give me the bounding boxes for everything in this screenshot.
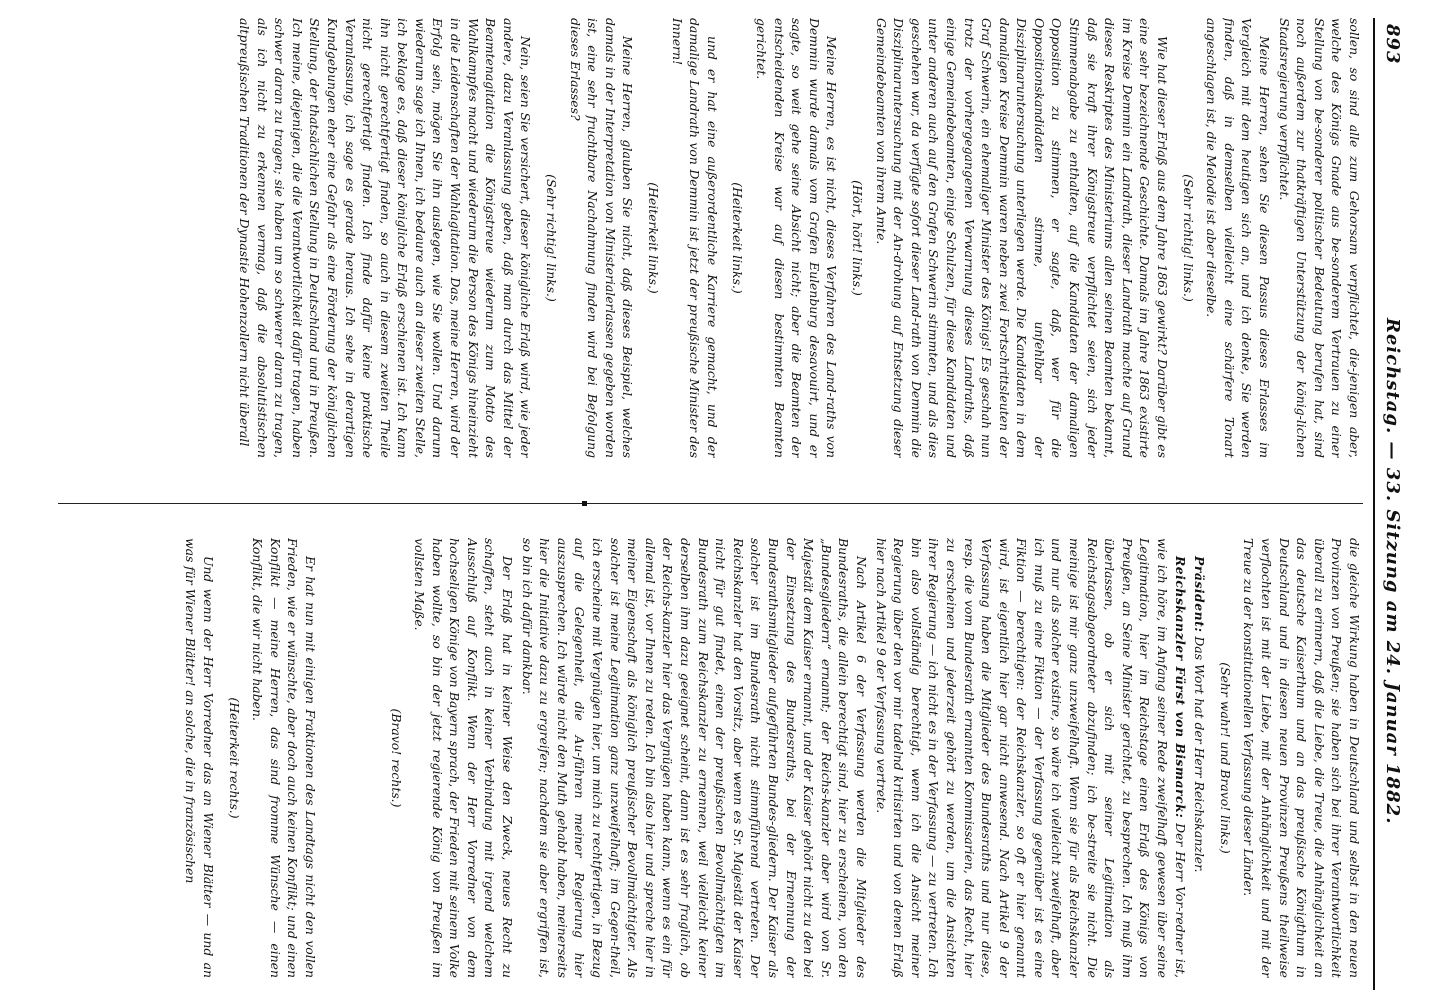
stage-direction: (Sehr wahr! und Bravo! links.) xyxy=(1217,662,1233,854)
body-paragraph: Meine Herren, sehen Sie diesen Passus dieses Erlasses im Vergleich mit dem heutigen sich an, und ich denke, Sie werden finden, daß in demselben vielleicht eine schärfere Tonart angeschlagen ist, die Melodie ist aber dieselbe. xyxy=(1204,18,1273,458)
left-text-column xyxy=(58,18,1363,458)
column-divider-mark xyxy=(582,501,587,506)
page-header xyxy=(1373,18,1407,990)
body-paragraph: und er hat eine außerordentliche Karriere gemacht, und der damalige Landrath von Demmin ist jetzt der preußische Minister des Innern! xyxy=(669,18,720,458)
speech-text: Das Wort hat der Herr Reichskanzler. xyxy=(1192,636,1208,873)
stage-direction: (Bravo! rechts.) xyxy=(388,708,404,808)
body-paragraph: Meine Herren, es ist nicht, dieses Verfahren des Land-raths von Demmin wurde damals vom Grafen Eulenburg desavouirt, und er sagte, so weit gehe seine Absicht nicht; aber die Beamten der entscheidenden Kreise war auf diesen bestimmten Beamten gerichtet. xyxy=(754,18,840,458)
running-title: Reichstag. — 33. Sitzung am 24. Januar 1882. xyxy=(1382,318,1403,825)
stage-direction: (Heiterkeit links.) xyxy=(646,182,662,294)
stage-direction: (Heiterkeit rechts.) xyxy=(226,697,242,819)
right-text-column xyxy=(58,538,1363,978)
body-paragraph: sollen, so sind alle zum Gehorsam verpflichtet, die-jenigen aber, welche des Königs Gnade aus be-sonderem Vertrauen zu einer Stellung von be-sonderer politischer Bedeutung berufen hat, sind noch außerdem zur thatkräftigen Unterstützung der könig-lichen Staatsregierung verpflichtet. xyxy=(1276,18,1362,458)
speech-paragraph xyxy=(872,538,1189,978)
stage-direction: (Heiterkeit links.) xyxy=(730,182,746,294)
column-spacer xyxy=(319,538,379,978)
stage-direction: (Sehr richtig! links.) xyxy=(544,174,560,302)
speech-text: Der Herr Vor-redner ist, wie ich höre, im Anfang seiner Rede zweifelhaft gewesen über seine Legitimation, hier im Reichstage einen Erlaß des Königs von Preußen, an Seine Minister gerichtet, zu besprechen. Ich muß ihm überlassen, ob er sich mit seiner Legitimation als Reichstagsabgeordneter abzufinden; ich be-streite sie nicht. Die meinige ist mir ganz unzweifelhaft. Wenn sie für als Reichskanzler und nur als solcher existire, so wäre ich vielleicht zweifelhaft, aber ich muß zu eine Fiktion — der Verfassung gegenüber ist es eine Fiktion — berechtigen: der Reichskanzler, so oft er hier genannt wird, ist eigentlich hier gar nicht anwesend. Nach Artikel 9 der Verfassung haben die Mitglieder des Bundesraths und nur diese, resp. die vom Bundesrath ernannten Kommissarien, das Recht, hier zu erscheinen und jederzeit gehört zu werden, um die Ansichten ihrer Regierung — ich nicht es in der Verfassung — zu vertreten. Ich bin also vollständig berechtigt, wenn ich die Ansicht meiner Regierung über den vor mir tadelnd kritisirten und von denen Erlaß hier nach Artikel 9 der Verfassung vertrete. xyxy=(873,538,1188,978)
body-paragraph: Er hat nun mit einigen Fraktionen des Landtags nicht den vollen Frieden, wie er wünschte, aber doch auch keinen Konflikt; und einen Konflikt — meine Herren, das sind fromme Wünsche — einen Konflikt, die wir nicht haben. xyxy=(250,538,318,978)
stage-direction: (Hört, hört! links.) xyxy=(849,180,865,296)
body-paragraph: Nein, seien Sie versichert, dieser königliche Erlaß wird, wie jeder andere, dazu Veranlassung geben, daß man durch das Mittel der Beamtenagitation die Königstreue wiederum zum Motto des Wahlkampfes macht und wiederum die Person des Königs hineinzieht in die Leidenschaften der Wahlagitation. Das, meine Herren, wird der Erfolg sein, mögen Sie ihn auslegen, wie Sie wollen. Und darum wiederum sage ich Ihnen, ich bedaure auch an dieser zweiten Stelle, ich beklage es, daß dieser königliche Erlaß erschienen ist. Ich kann ihn nicht gerechtfertigt finden, so auch in diesem zweiten Theile nicht gerechtfertigt finden. Ich finde dafür keine praktische Veranlassung, ich sage es gerade heraus. Ich sehe in derartigen Kundgebungen eher eine Gefahr als eine Förderung der königlichen Stellung, der thatsächlichen Stellung in Deutschland und in Preußen. Ich meine, diejenigen, die die Verantwortlichkeit dafür tragen, haben schwer daran zu tragen; sie haben um so schwerer daran zu tragen, als ich nicht zu erkennen vermag, daß die absolutistischen altpreußischen Traditionen der Dynastie Hohenzollern nicht überall xyxy=(236,18,534,458)
header-rule xyxy=(1373,18,1375,990)
speech-paragraph xyxy=(1191,538,1209,978)
body-paragraph: Nach Artikel 6 der Verfassung werden die Mitglieder des Bundesraths, die allein berechtigt sind, hier zu erscheinen, von den „Bundesgliedern“ ernannt; der Reichs-kanzler aber wird von Sr. Majestät dem Kaiser ernannt, und der Kaiser gehört nicht zu den bei der Einsetzung des Bundesraths, bei der Ernennung der Bundesrathsmitglieder aufgeführten Bundes-gliedern. Der Kaiser als solcher ist im Bundesrath nicht stimmführend vertreten. Der Reichskanzler hat den Vorsitz, aber wenn es Sr. Majestät der Kaiser nicht für gut findet, einen der preußischen Bevollmächtigten im Bundesrath zum Reichskanzler zu ernennen, weil vielleicht keiner derselben ihm dazu geeignet scheint, dann ist es sehr fraglich, ob der Reichs-kanzler hier das Vergnügen haben kann, wenn es ein für allemal ist, vor Ihnen zu reden. Ich bin also hier und spreche hier in meiner Eigenschaft als königlich preußischer Bevollmächtigter. Als solcher ist meine Legitimation ganz unzweifelhaft; im Gegen-theil, ich erscheine mit Vergnügen hier, um mich zu rechtfertigen, in Bezug auf die Gelegenheit, die Au-führen meiner Regierung hier auszusprechen. Ich würde nicht den Muth gehabt haben, meinerseits hier die Initiative dazu zu ergreifen; nachdem sie aber ergriffen ist, so bin ich dafür dankbar. xyxy=(519,538,869,978)
digitization-credit xyxy=(1412,410,1430,990)
rotated-page-content xyxy=(32,18,1407,990)
body-paragraph: Wie hat dieser Erlaß aus dem Jahre 1863 gewirkt? Darüber gibt es eine sehr bezeichnende Geschichte. Damals im Jahre 1863 existirte im Kreise Demmin ein Landrath, dieser Landrath machte auf Grund dieses Reskriptes des Ministeriums allen seinen Beamten bekannt, daß sie kraft ihrer Königstreue verpflichtet seien, sich jeder Stimmenabgabe zu enthalten, auf die Kandidaten der damaligen Opposition zu stimmen, er sagte, daß, wer für die Oppositionskandidaten stimme, unfehlbar der Disziplinaruntersuchung unterliegen werde. Die Kandidaten in dem damaligen Kreise Demmin waren neben zwei Fortschrittsleuten der Graf Schwerin, ein ehemaliger Minister des Königs! Es geschah nun trotz der vorhergegangenen Verwarnung dieses Landraths, daß einige Gemeindebeamten, einige Schulzen, für diese Kandidaten und unter anderen auch auf den Grafen Schwerin stimmten, und als dies geschehen war, da verfügte sofort dieser Land-rath von Demmin die Disziplinaruntersuchung mit der An-drohung auf Entsetzung dieser Gemeindebeamten von ihrem Amte. xyxy=(873,18,1171,458)
column-divider xyxy=(58,503,1363,504)
speaker-name: Reichskanzler Fürst von Bismarck: xyxy=(1172,556,1188,819)
body-paragraph: Meine Herren, glauben Sie nicht, daß dieses Beispiel, welches damals in der Interpretation von Ministerialerlassen gegeben worden ist, eine sehr fruchtbare Nachahmung finden wird bei Befolgung dieses Erlasses? xyxy=(567,18,636,458)
body-paragraph: Der Erlaß hat in keiner Weise den Zweck, neues Recht zu schaffen, steht auch in keiner Verbindung mit irgend welchem Ausschluß auf Konflikt. Wenn der Herr Vorredner von dem hochseligen Könige von Bayern sprach, der Frieden mit seinem Volke haben wollte, so bin der jetzt regierende König von Preußen im vollsten Maße. xyxy=(412,538,516,978)
body-paragraph: die gleiche Wirkung haben in Deutschland und selbst in den neuen Provinzen von Preußen; sie haben sich bei ihrer Verantwortlichkeit überall zu erinnern, daß die Liebe, die Treue, die Anhänglichkeit an das deutsche Kaiserthum und an das preußische Königthum in Deutschland und in diesen neuen Provinzen Preußens theilweise verflochten ist mit der Liebe, mit der Anhänglichkeit und mit der Treue zu der konstitutionellen Verfassung dieser Länder. xyxy=(1241,538,1362,978)
page-number: 893 xyxy=(1382,24,1403,65)
body-paragraph: Und wenn der Herr Vorredner das an Wiener Blätter — und an was für Wiener Blätter! an solche, die in französischen xyxy=(183,538,216,978)
stage-direction: (Sehr richtig! links.) xyxy=(1180,174,1196,302)
speaker-name: Präsident: xyxy=(1192,556,1208,633)
